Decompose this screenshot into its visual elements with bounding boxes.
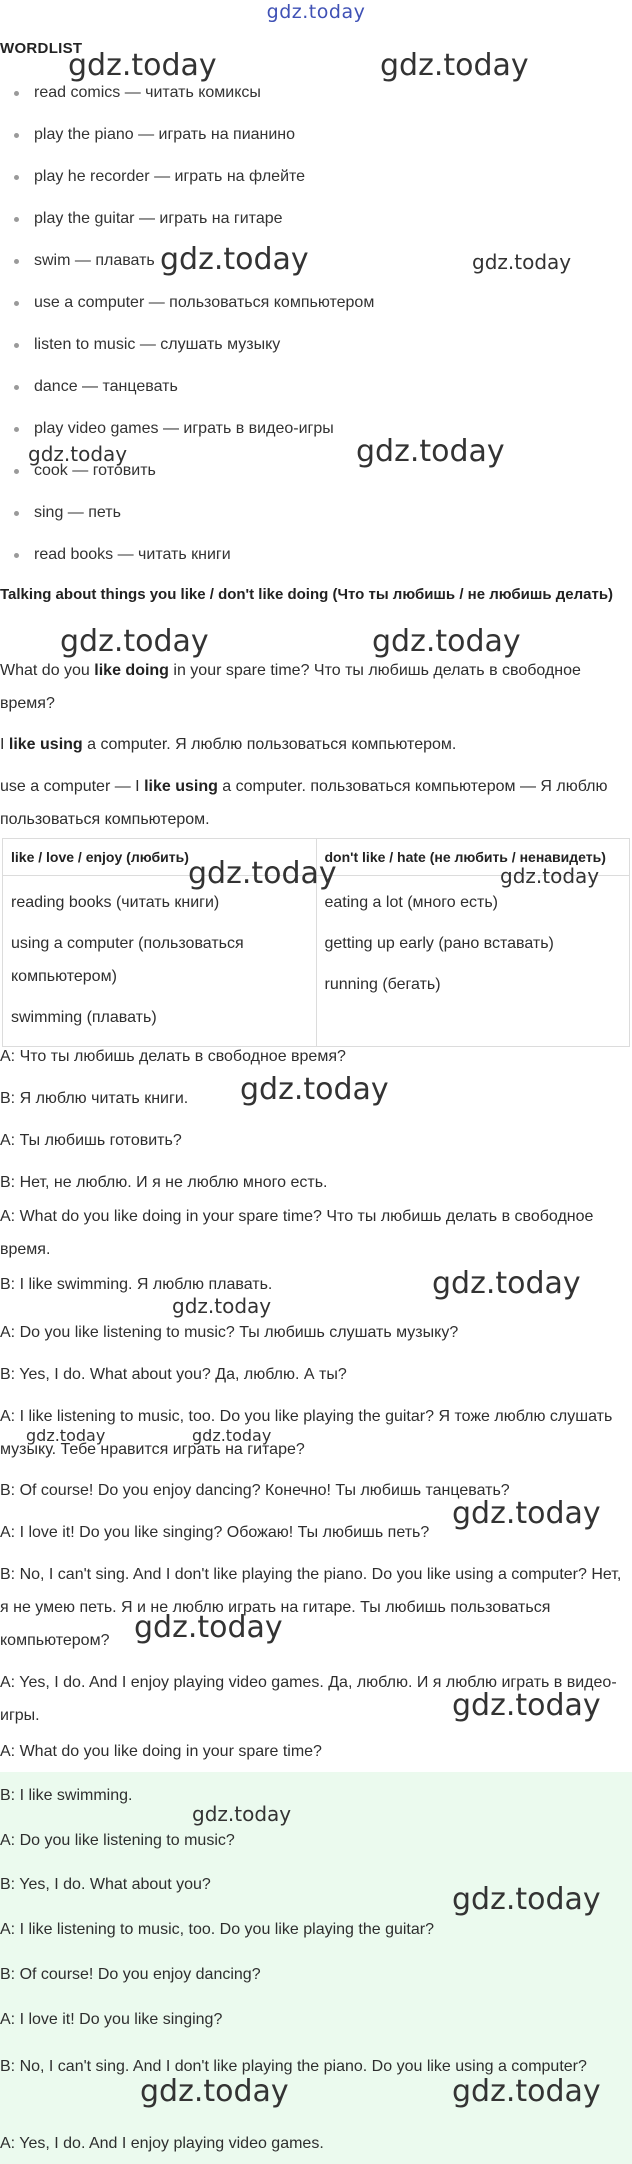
dialogue-line: A: I like listening to music, too. Do you like playing the guitar? bbox=[0, 1921, 434, 1938]
dialogue-line: B: Я люблю читать книги. bbox=[0, 1090, 189, 1107]
table-header: like / love / enjoy (любить) bbox=[3, 839, 317, 876]
question-paragraph: What do you like doing in your spare time? Что ты любишь делать в свободное время? bbox=[0, 662, 581, 712]
watermark: gdz.today bbox=[28, 442, 128, 466]
table-item: getting up early (рано вставать) bbox=[324, 935, 554, 952]
dialogue-line: A: What do you like doing in your spare time? bbox=[0, 1743, 322, 1760]
dialogue-line: A: Do you like listening to music? Ты любишь слушать музыку? bbox=[0, 1324, 459, 1341]
watermark: gdz.today bbox=[472, 250, 572, 274]
watermark: gdz.today bbox=[380, 48, 529, 83]
dialogue-line: A: I like listening to music, too. Do you like playing the guitar? Я тоже люблю слушать музыку. Тебе нравится играть на гитаре? bbox=[0, 1408, 613, 1458]
watermark: gdz.today bbox=[432, 1266, 581, 1301]
dialogue-line: A: Ты любишь готовить? bbox=[0, 1132, 182, 1149]
watermark: gdz.today bbox=[172, 1294, 272, 1318]
list-item: play the piano — играть на пианино bbox=[0, 124, 632, 166]
watermark: gdz.today bbox=[68, 48, 217, 83]
table-item: running (бегать) bbox=[324, 976, 441, 993]
watermark: gdz.today bbox=[240, 1072, 389, 1107]
dialogue-line: A: What do you like doing in your spare time? Что ты любишь делать в свободное время. bbox=[0, 1208, 594, 1258]
dialogue-line: A: I love it! Do you like singing? bbox=[0, 2011, 223, 2028]
watermark: gdz.today bbox=[452, 2074, 601, 2109]
dialogue-line: B: Yes, I do. What about you? bbox=[0, 1876, 211, 1893]
dialogue-line: B: I like swimming. Я люблю плавать. bbox=[0, 1276, 273, 1293]
list-item: play video games — играть в видео-игры bbox=[0, 418, 632, 460]
dialogue-line: B: Of course! Do you enjoy dancing? bbox=[0, 1966, 261, 1983]
list-item: read comics — читать комиксы bbox=[0, 82, 632, 124]
watermark: gdz.today bbox=[356, 434, 505, 469]
likes-table bbox=[2, 838, 630, 1047]
list-item: play he recorder — играть на флейте bbox=[0, 166, 632, 208]
dialogue-line: B: Of course! Do you enjoy dancing? Конечно! Ты любишь танцевать? bbox=[0, 1482, 510, 1499]
watermark: gdz.today bbox=[60, 624, 209, 659]
site-logo[interactable]: gdz.today bbox=[266, 1, 366, 23]
watermark: gdz.today bbox=[452, 1496, 601, 1531]
wordlist-title: WORDLIST bbox=[0, 40, 83, 57]
example-sentence: I like using a computer. Я люблю пользоваться компьютером. bbox=[0, 736, 457, 753]
list-item: sing — петь bbox=[0, 502, 632, 544]
watermark: gdz.today bbox=[188, 856, 337, 891]
list-item: play the guitar — играть на гитаре bbox=[0, 208, 632, 250]
watermark: gdz.today bbox=[134, 1610, 283, 1645]
section-heading: Talking about things you like / don't like doing (Что ты любишь / не любишь делать) bbox=[0, 586, 614, 603]
dialogue-line: B: No, I can't sing. And I don't like playing the piano. Do you like using a computer? Нет, я не умею петь. Я и не люблю играть на гитаре. Ты любишь пользоваться компьютером? bbox=[0, 1566, 622, 1649]
list-item: listen to music — слушать музыку bbox=[0, 334, 632, 376]
watermark: gdz.today bbox=[372, 624, 521, 659]
list-item: dance — танцевать bbox=[0, 376, 632, 418]
table-header: don't like / hate (не любить / ненавидеть) bbox=[316, 839, 630, 876]
watermark: gdz.today bbox=[192, 1426, 272, 1445]
dialogue-line: A: I love it! Do you like singing? Обожаю! Ты любишь петь? bbox=[0, 1524, 430, 1541]
dialogue-line: A: Do you like listening to music? bbox=[0, 1832, 235, 1849]
dialogue-line: A: Что ты любишь делать в свободное время? bbox=[0, 1048, 346, 1065]
table-cell bbox=[3, 876, 317, 1047]
list-item: use a computer — пользоваться компьютером bbox=[0, 292, 632, 334]
table-item: using a computer (пользоваться компьютером) bbox=[11, 935, 244, 985]
table-item: swimming (плавать) bbox=[11, 1009, 157, 1026]
watermark: gdz.today bbox=[160, 242, 309, 277]
dialogue-line: B: No, I can't sing. And I don't like playing the piano. Do you like using a computer? bbox=[0, 2058, 587, 2075]
list-item: swim — плавать bbox=[0, 250, 632, 292]
dialogue-line: B: Yes, I do. What about you? Да, люблю. А ты? bbox=[0, 1366, 347, 1383]
wordlist bbox=[0, 82, 632, 586]
watermark: gdz.today bbox=[452, 1882, 601, 1917]
list-item: cook — готовить bbox=[0, 460, 632, 502]
dialogue-line: B: Нет, не люблю. И я не люблю много есть. bbox=[0, 1174, 328, 1191]
watermark: gdz.today bbox=[26, 1426, 106, 1445]
watermark: gdz.today bbox=[192, 1802, 292, 1826]
dialogue-line: A: Yes, I do. And I enjoy playing video games. bbox=[0, 2135, 324, 2152]
table-item: reading books (читать книги) bbox=[11, 894, 220, 911]
example-sentence: use a computer — I like using a computer. пользоваться компьютером — Я люблю пользоваться компьютером. bbox=[0, 778, 608, 828]
table-item: eating a lot (много есть) bbox=[324, 894, 499, 911]
list-item: read books — читать книги bbox=[0, 544, 632, 586]
watermark: gdz.today bbox=[452, 1688, 601, 1723]
table-cell bbox=[316, 876, 630, 1047]
watermark: gdz.today bbox=[140, 2074, 289, 2109]
dialogue-line: B: I like swimming. bbox=[0, 1787, 133, 1804]
dialogue-line: A: Yes, I do. And I enjoy playing video games. Да, люблю. И я люблю играть в видео-игры. bbox=[0, 1674, 617, 1724]
watermark: gdz.today bbox=[500, 864, 600, 888]
